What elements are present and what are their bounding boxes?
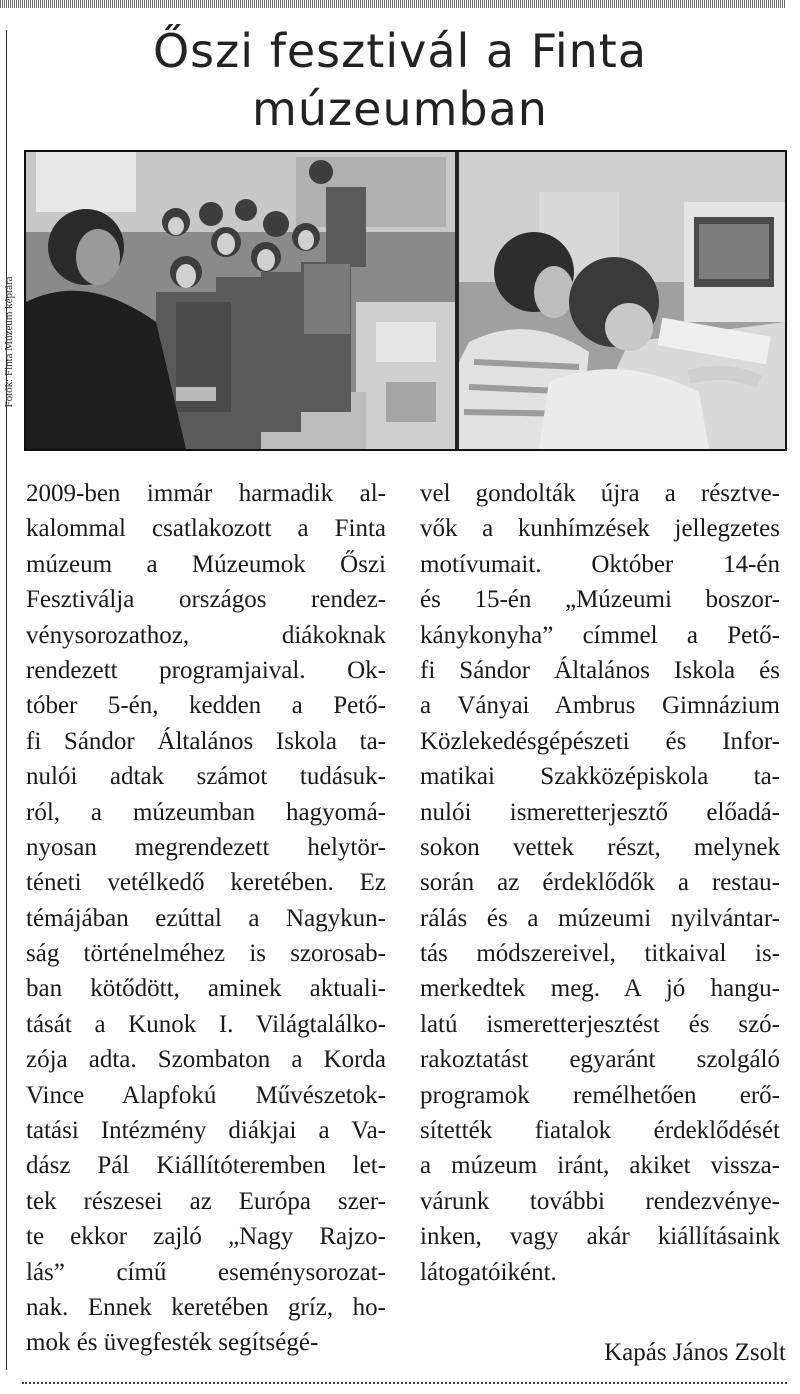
text-line: nulói ismeretterjesztő előadá-: [420, 798, 780, 826]
museum-tour-photo: [26, 152, 455, 449]
text-line: nulói adtak számot tudásuk-: [26, 763, 386, 791]
text-line: várunk további rendezvénye-: [420, 1187, 780, 1215]
photo-credit: Fotók: Finta Múzeum képtára: [3, 276, 15, 408]
text-line: során az érdeklődők a restau-: [420, 869, 780, 897]
article-column-right: [420, 476, 780, 1290]
text-line: ban kötődött, aminek aktuali-: [26, 975, 386, 1003]
text-line: téneti vetélkedő keretében. Ez: [26, 869, 386, 897]
text-line: Fesztiválja országos rendez-: [26, 586, 386, 614]
article-title: [40, 22, 760, 138]
text-line: mok és üvegfesték segítségé-: [26, 1329, 319, 1357]
text-line: és 15-én „Múzeumi boszor-: [420, 586, 780, 614]
text-line: tás módszereivel, titkaival is-: [420, 940, 780, 968]
title-line-1: Őszi fesztivál a Finta: [152, 24, 648, 78]
text-line: fi Sándor Általános Iskola ta-: [26, 727, 386, 755]
text-line: te ekkor zajló „Nagy Rajzo-: [26, 1223, 386, 1251]
text-line: zója adta. Szombaton a Korda: [26, 1046, 386, 1074]
text-line: programok remélhetően erő-: [420, 1081, 780, 1109]
text-line: rakoztatást egyaránt szolgáló: [420, 1046, 780, 1074]
text-line: matikai Szakközépiskola ta-: [420, 763, 780, 791]
text-line: dász Pál Kiállítóteremben let-: [26, 1152, 386, 1180]
title-line-2: múzeumban: [252, 82, 548, 136]
text-line: vel gondolták újra a résztve-: [420, 480, 780, 507]
text-line: múzeum a Múzeumok Őszi: [26, 550, 386, 578]
text-line: ság történelméhez is szorosab-: [26, 940, 386, 968]
text-line: látogatóiként.: [420, 1258, 557, 1286]
computer-lesson-illustration: [459, 152, 785, 449]
text-line: tatási Intézmény diákjai a Va-: [26, 1117, 386, 1145]
text-line: nak. Ennek keretében gríz, ho-: [26, 1293, 386, 1321]
photo-strip: [24, 150, 787, 451]
text-line: rendezett programjaival. Ok-: [26, 656, 386, 684]
text-line: nyosan megrendezett helytör-: [26, 833, 386, 861]
text-line: inken, vagy akár kiállításaink: [420, 1223, 780, 1251]
computer-lesson-photo: [459, 152, 785, 449]
left-column-rule: [6, 30, 7, 1370]
text-line: ról, a múzeumban hagyomá-: [26, 798, 386, 826]
text-line: lás” című eseménysorozat-: [26, 1258, 386, 1286]
text-line: témájában ezúttal a Nagykun-: [26, 904, 386, 932]
text-line: a Ványai Ambrus Gimnázium: [420, 692, 780, 720]
text-line: vénysorozathoz, diákoknak: [26, 621, 386, 649]
text-line: Közlekedésgépészeti és Infor-: [420, 727, 780, 755]
text-line: kánykonyha” címmel a Pető-: [420, 621, 780, 649]
text-line: motívumait. Október 14-én: [420, 550, 780, 578]
text-line: tóber 5-én, kedden a Pető-: [26, 692, 386, 720]
text-line: tását a Kunok I. Világtalálko-: [26, 1010, 386, 1038]
text-line: vők a kunhímzések jellegzetes: [420, 515, 780, 543]
text-line: tek részesei az Európa szer-: [26, 1187, 386, 1215]
text-line: kalommal csatlakozott a Finta: [26, 515, 386, 543]
top-border-rule: [0, 0, 785, 8]
text-line: latú ismeretterjesztést és szó-: [420, 1010, 780, 1038]
text-line: sokon vettek részt, melynek: [420, 833, 780, 861]
text-line: Vince Alapfokú Művészetok-: [26, 1081, 386, 1109]
museum-tour-illustration: [26, 152, 455, 449]
text-line: fi Sándor Általános Iskola és: [420, 656, 780, 684]
article-column-left: [26, 476, 386, 1361]
text-line: 2009-ben immár harmadik al-: [26, 480, 386, 507]
text-line: rálás és a múzeumi nyilvántar-: [420, 904, 780, 932]
article-author: Kapás János Zsolt: [604, 1339, 786, 1366]
text-line: a múzeum iránt, akiket vissza-: [420, 1152, 780, 1180]
text-line: merkedtek meg. A jó hangu-: [420, 975, 780, 1003]
bottom-dotted-rule: [22, 1382, 787, 1384]
text-line: sítették fiatalok érdeklődését: [420, 1117, 780, 1145]
